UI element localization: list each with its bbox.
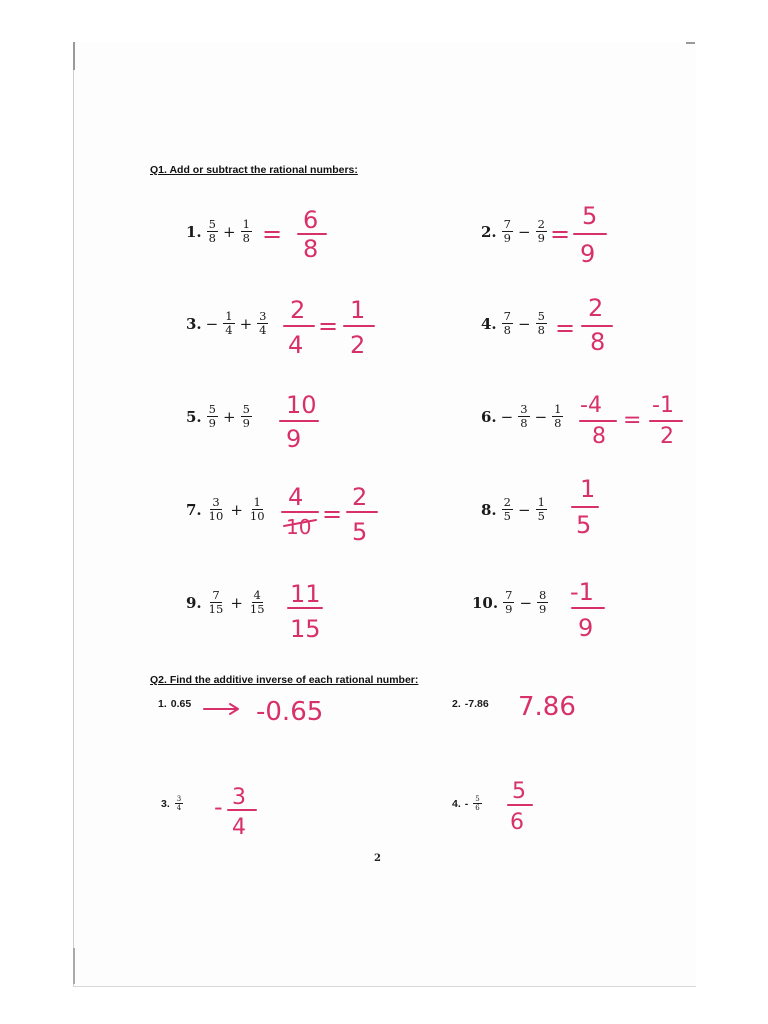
svg-text:8: 8 — [590, 328, 606, 356]
fraction: $\frac{5}{9}$ — [242, 402, 250, 430]
q1-problem-3 — [186, 310, 269, 337]
svg-text:6: 6 — [303, 206, 319, 234]
fraction: $\frac{3}{10}$ — [208, 495, 224, 523]
svg-text:4: 4 — [288, 483, 304, 511]
svg-text:10: 10 — [286, 515, 312, 539]
fraction: $\frac{8}{9}$ — [539, 588, 547, 616]
fraction: $\frac{4}{15}$ — [249, 588, 265, 616]
svg-text:=: = — [555, 314, 576, 342]
svg-text:=: = — [318, 312, 339, 340]
svg-text:-0.65: -0.65 — [256, 697, 324, 727]
svg-text:11: 11 — [290, 580, 321, 608]
svg-text:5: 5 — [512, 779, 526, 804]
svg-text:6: 6 — [510, 810, 524, 835]
svg-text:-1: -1 — [570, 578, 594, 606]
svg-text:9: 9 — [286, 425, 302, 453]
operator: + — [230, 593, 243, 612]
svg-text:1: 1 — [350, 296, 366, 324]
operator: + — [223, 222, 236, 241]
fraction: $\frac{5}{8}$ — [537, 309, 545, 337]
problem-number: 10. — [472, 593, 499, 612]
svg-text:2: 2 — [588, 294, 604, 322]
sign: − — [500, 407, 514, 426]
fraction: $\frac{7}{9}$ — [503, 217, 511, 245]
fraction: $\frac{1}{8}$ — [554, 402, 562, 430]
fraction: $\frac{7}{8}$ — [503, 309, 511, 337]
operator: − — [519, 593, 533, 612]
svg-text:2: 2 — [350, 331, 366, 359]
problem-number: 3. — [186, 314, 202, 333]
svg-text:5: 5 — [576, 511, 592, 539]
q1-problem-7 — [186, 496, 268, 523]
problem-number: 5. — [186, 407, 202, 426]
page-edge-mark — [73, 948, 75, 984]
fraction: $\frac{3}{8}$ — [520, 402, 528, 430]
q2-problem-4 — [452, 795, 483, 812]
svg-text:1: 1 — [580, 475, 596, 503]
svg-text:5: 5 — [352, 518, 368, 546]
svg-text:10: 10 — [286, 391, 317, 419]
fraction: $\frac{1}{10}$ — [249, 495, 265, 523]
fraction: $\frac{7}{9}$ — [505, 588, 513, 616]
fraction: $\frac{5}{6}$ — [475, 795, 480, 812]
problem-value: -7.86 — [464, 698, 489, 710]
problem-number: 6. — [481, 407, 497, 426]
fraction: $\frac{5}{8}$ — [208, 217, 216, 245]
svg-text:=: = — [550, 220, 571, 248]
svg-text:4: 4 — [288, 331, 304, 359]
fraction: $\frac{1}{8}$ — [242, 217, 250, 245]
problem-number: 2. — [452, 698, 461, 710]
svg-text:2: 2 — [352, 483, 368, 511]
svg-text:9: 9 — [578, 614, 594, 642]
operator: + — [223, 407, 236, 426]
operator: + — [230, 500, 243, 519]
problem-number: 7. — [186, 500, 202, 519]
svg-text:-1: -1 — [652, 393, 674, 418]
fraction: $\frac{5}{9}$ — [208, 402, 216, 430]
sign: − — [205, 314, 219, 333]
svg-text:8: 8 — [303, 235, 319, 263]
fraction: $\frac{7}{15}$ — [208, 588, 224, 616]
q2-title: Q2. Find the additive inverse of each rational number: — [150, 674, 419, 686]
q2-problem-3 — [161, 795, 184, 812]
page-edge-mark — [686, 42, 695, 44]
sign: - — [464, 797, 469, 810]
fraction: $\frac{1}{4}$ — [225, 309, 233, 337]
fraction: $\frac{2}{9}$ — [537, 217, 545, 245]
fraction: $\frac{1}{5}$ — [537, 495, 545, 523]
svg-text:-: - — [214, 793, 223, 821]
svg-text:15: 15 — [290, 615, 321, 643]
problem-number: 2. — [481, 222, 497, 241]
operator: + — [239, 314, 253, 333]
problem-value: 0.65 — [170, 698, 192, 710]
q1-problem-8 — [481, 496, 548, 523]
svg-text:=: = — [623, 408, 642, 433]
q1-title: Q1. Add or subtract the rational numbers: — [150, 164, 358, 176]
problem-number: 3. — [161, 797, 170, 810]
operator: − — [518, 314, 531, 333]
svg-text:3: 3 — [232, 785, 246, 810]
problem-number: 9. — [186, 593, 202, 612]
svg-text:=: = — [322, 500, 343, 528]
page-number: 2 — [374, 853, 381, 864]
svg-text:2: 2 — [660, 424, 674, 449]
q2-problem-2 — [452, 698, 489, 710]
svg-text:7.86: 7.86 — [518, 692, 576, 722]
q1-problem-2 — [481, 218, 548, 245]
q2-problem-1 — [158, 698, 191, 710]
page-edge-mark — [73, 42, 75, 70]
problem-number: 4. — [481, 314, 497, 333]
q1-problem-1 — [186, 218, 253, 245]
operator: − — [534, 407, 548, 426]
svg-text:-4: -4 — [580, 393, 602, 418]
q1-problem-6 — [481, 403, 564, 430]
svg-text:=: = — [262, 220, 283, 248]
q1-problem-5 — [186, 403, 253, 430]
svg-text:9: 9 — [580, 240, 596, 268]
svg-text:8: 8 — [592, 424, 606, 449]
svg-text:4: 4 — [232, 815, 246, 840]
svg-text:5: 5 — [582, 202, 598, 230]
fraction: $\frac{2}{5}$ — [503, 495, 511, 523]
operator: − — [518, 500, 531, 519]
problem-number: 1. — [158, 698, 167, 710]
q1-problem-10 — [472, 589, 549, 616]
q1-problem-9 — [186, 589, 268, 616]
q1-problem-4 — [481, 310, 548, 337]
worksheet-page — [73, 42, 696, 987]
svg-text:2: 2 — [290, 296, 306, 324]
problem-number: 4. — [452, 797, 461, 810]
problem-number: 8. — [481, 500, 497, 519]
fraction: $\frac{3}{4}$ — [259, 309, 267, 337]
operator: − — [518, 222, 531, 241]
fraction: $\frac{3}{4}$ — [176, 795, 182, 812]
problem-number: 1. — [186, 222, 202, 241]
